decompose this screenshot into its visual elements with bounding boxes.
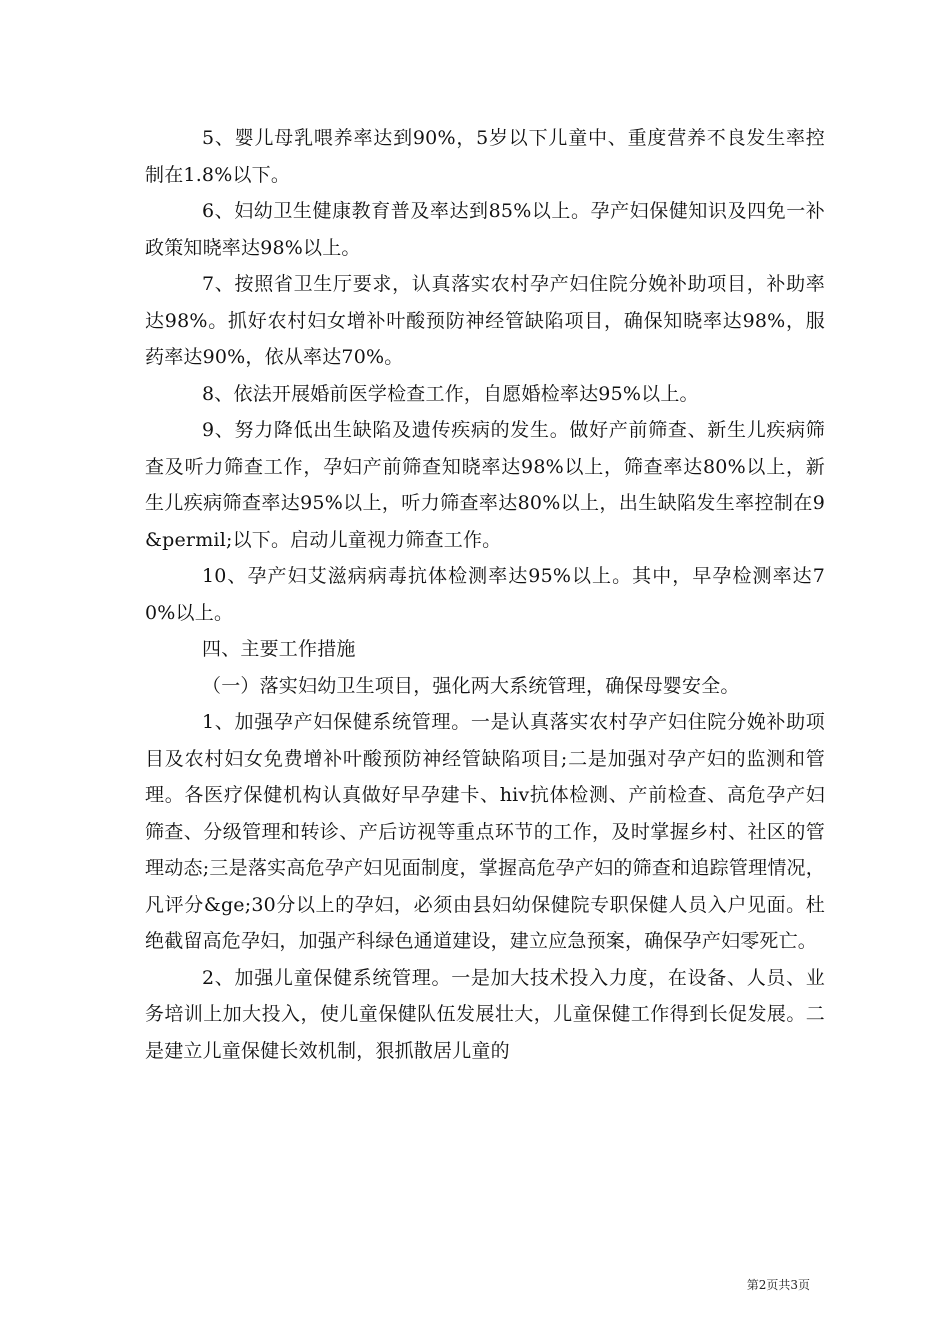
paragraph-item-7: 7、按照省卫生厅要求，认真落实农村孕产妇住院分娩补助项目，补助率达98%。抓好农村妇女增补叶酸预防神经管缺陷项目，确保知晓率达98%，服药率达90%，依从率达70%。 <box>145 273 825 368</box>
paragraph-item-6: 6、妇幼卫生健康教育普及率达到85%以上。孕产妇保健知识及四免一补政策知晓率达98%以上。 <box>145 200 825 259</box>
paragraph-measure-1: 1、加强孕产妇保健系统管理。一是认真落实农村孕产妇住院分娩补助项目及农村妇女免费增补叶酸预防神经管缺陷项目;二是加强对孕产妇的监测和管理。各医疗保健机构认真做好早孕建卡、hiv抗体检测、产前检查、高危孕产妇筛查、分级管理和转诊、产后访视等重点环节的工作，及时掌握乡村、社区的管理动态;三是落实高危孕产妇见面制度，掌握高危孕产妇的筛查和追踪管理情况，凡评分&ge;30分以上的孕妇，必须由县妇幼保健院专职保健人员入户见面。杜绝截留高危孕妇，加强产科绿色通道建设，建立应急预案，确保孕产妇零死亡。 <box>145 711 825 952</box>
paragraph-item-9: 9、努力降低出生缺陷及遗传疾病的发生。做好产前筛查、新生儿疾病筛查及听力筛查工作，孕妇产前筛查知晓率达98%以上，筛查率达80%以上，新生儿疾病筛查率达95%以上，听力筛查率达80%以上，出生缺陷发生率控制在9&permil;以下。启动儿童视力筛查工作。 <box>145 419 825 551</box>
document-body <box>145 120 825 1069</box>
subsection-heading-1: （一）落实妇幼卫生项目，强化两大系统管理，确保母婴安全。 <box>202 674 740 697</box>
paragraph-measure-2: 2、加强儿童保健系统管理。一是加大技术投入力度，在设备、人员、业务培训上加大投入，使儿童保健队伍发展壮大，儿童保健工作得到长促发展。二是建立儿童保健长效机制，狠抓散居儿童的 <box>145 966 825 1062</box>
section-heading-measures: 四、主要工作措施 <box>202 638 356 660</box>
page-number-footer: 第2页共3页 <box>746 1278 810 1292</box>
paragraph-item-10: 10、孕产妇艾滋病病毒抗体检测率达95%以上。其中，早孕检测率达70%以上。 <box>145 565 825 624</box>
paragraph-item-5: 5、婴儿母乳喂养率达到90%，5岁以下儿童中、重度营养不良发生率控制在1.8%以下。 <box>145 127 825 186</box>
paragraph-item-8: 8、依法开展婚前医学检查工作，自愿婚检率达95%以上。 <box>202 382 699 405</box>
